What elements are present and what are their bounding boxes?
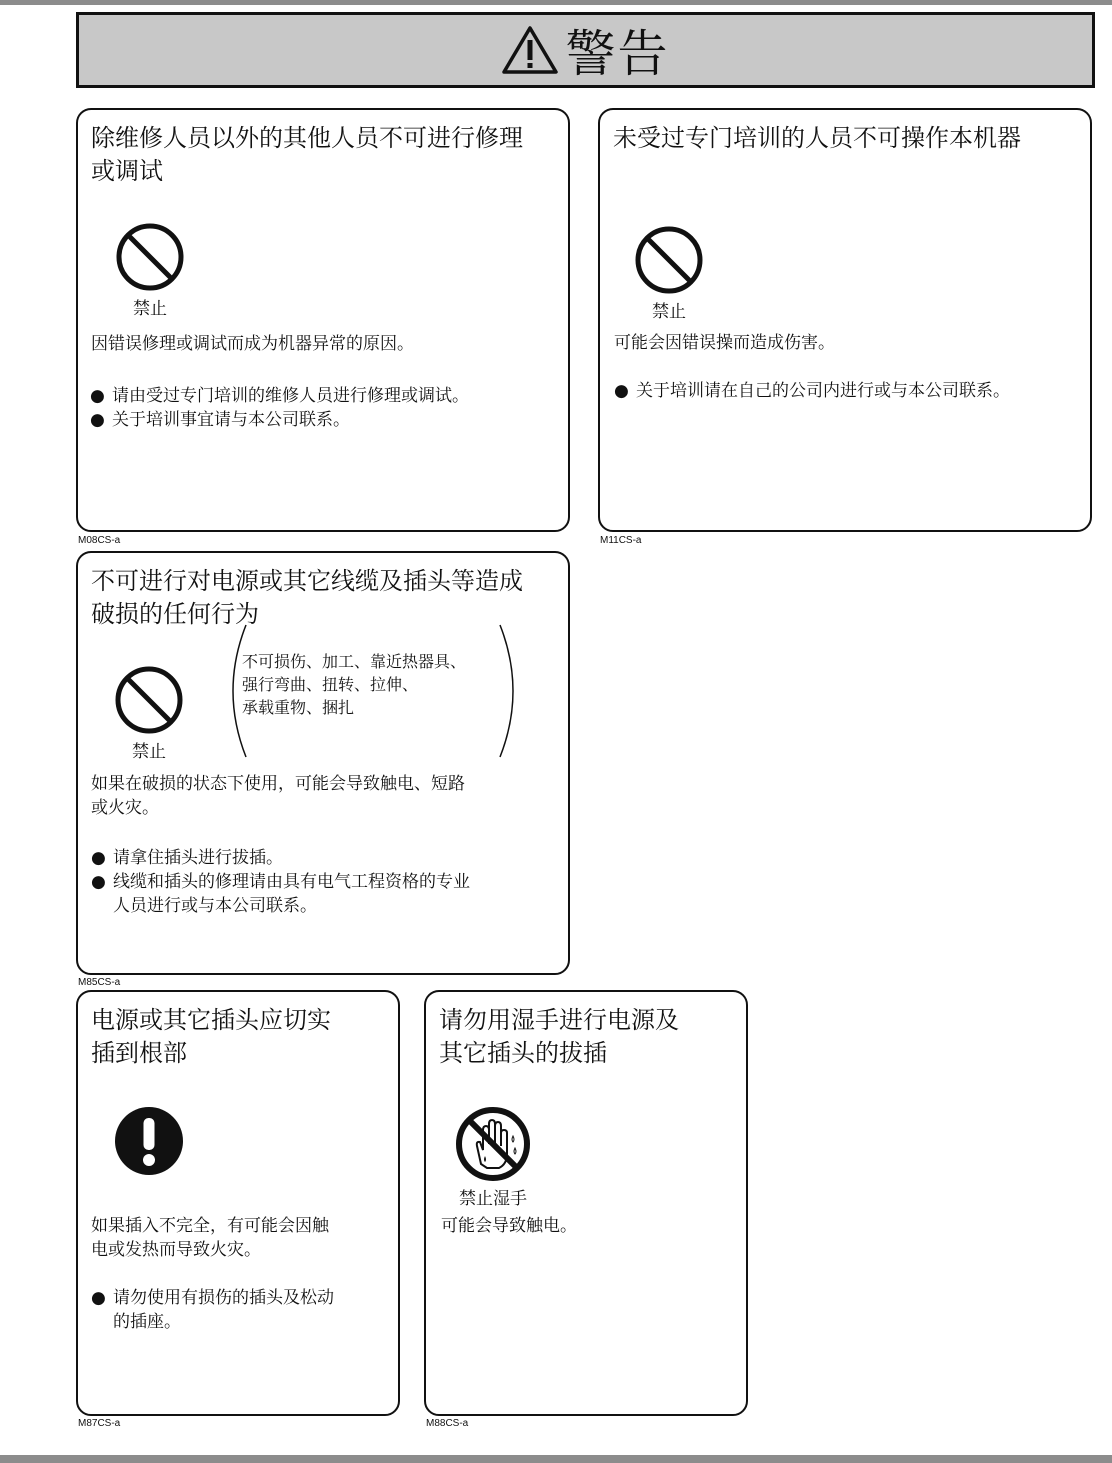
- card-title: 请勿用湿手进行电源及 其它插头的拔插: [439, 1006, 679, 1067]
- list-item: ● 请勿使用有损伤的插头及松动 的插座。: [91, 1288, 334, 1332]
- list-item: ● 请由受过专门培训的维修人员进行修理或调试。: [90, 386, 469, 406]
- warning-header: [76, 12, 1095, 88]
- card-title: 不可进行对电源或其它线缆及插头等造成 破损的任何行为: [91, 567, 523, 628]
- card-description: 如果插入不完全，有可能会因触 电或发热而导致火灾。: [91, 1216, 329, 1260]
- bullet-list: [91, 846, 470, 918]
- warning-card-m88: [424, 990, 748, 1416]
- bottom-rule: [0, 1455, 1112, 1463]
- card-description: 如果在破损的状态下使用，可能会导致触电、短路 或火灾。: [91, 774, 465, 818]
- symbol-label: 禁止: [132, 742, 166, 762]
- list-item: ● 关于培训请在自己的公司内进行或与本公司联系。: [614, 381, 1010, 401]
- no-wet-hands-icon: [455, 1106, 531, 1182]
- mandatory-action-icon: [114, 1106, 184, 1176]
- card-title: 除维修人员以外的其他人员不可进行修理 或调试: [91, 124, 523, 185]
- symbol-label: 禁止: [652, 302, 686, 322]
- card-code: M88CS-a: [426, 1418, 469, 1429]
- prohibition-symbol: [455, 1106, 531, 1209]
- warning-card-m85: [76, 551, 570, 975]
- top-rule: [0, 0, 1112, 5]
- warning-triangle-icon: [502, 25, 558, 75]
- card-title: 电源或其它插头应切实 插到根部: [91, 1006, 331, 1067]
- list-item: ● 线缆和插头的修理请由具有电气工程资格的专业 人员进行或与本公司联系。: [91, 872, 470, 916]
- prohibition-symbol: [115, 222, 185, 319]
- warning-card-m87: [76, 990, 400, 1416]
- card-code: M85CS-a: [78, 977, 121, 988]
- list-item: ● 关于培训事宜请与本公司联系。: [90, 410, 350, 430]
- card-code: M11CS-a: [600, 535, 642, 546]
- card-description: 可能会导致触电。: [441, 1216, 577, 1236]
- note-line: 承载重物、捆扎: [242, 698, 355, 717]
- card-title: 未受过专门培训的人员不可操作本机器: [613, 124, 1021, 152]
- bullet-list: [614, 379, 1010, 403]
- bullet-list: [91, 1286, 334, 1334]
- warning-card-m08: [76, 108, 570, 532]
- handling-note: [242, 650, 466, 719]
- bullet-list: [90, 384, 469, 432]
- card-code: M87CS-a: [78, 1418, 121, 1429]
- prohibited-icon: [115, 222, 185, 292]
- prohibited-icon: [634, 225, 704, 295]
- prohibition-symbol: [114, 665, 184, 762]
- note-line: 不可损伤、加工、靠近热器具、: [242, 652, 467, 671]
- page-title: 警告: [565, 25, 670, 83]
- warning-card-m11: [598, 108, 1092, 532]
- symbol-label: 禁止湿手: [459, 1189, 527, 1209]
- note-line: 强行弯曲、扭转、拉伸、: [242, 675, 419, 694]
- card-description: 因错误修理或调试而成为机器异常的原因。: [91, 334, 414, 354]
- right-paren-bracket: [498, 623, 520, 759]
- card-code: M08CS-a: [78, 535, 121, 546]
- symbol-label: 禁止: [133, 299, 167, 319]
- list-item: ● 请拿住插头进行拔插。: [91, 848, 283, 868]
- card-description: 可能会因错误操而造成伤害。: [614, 333, 835, 353]
- prohibition-symbol: [634, 225, 704, 322]
- prohibited-icon: [114, 665, 184, 735]
